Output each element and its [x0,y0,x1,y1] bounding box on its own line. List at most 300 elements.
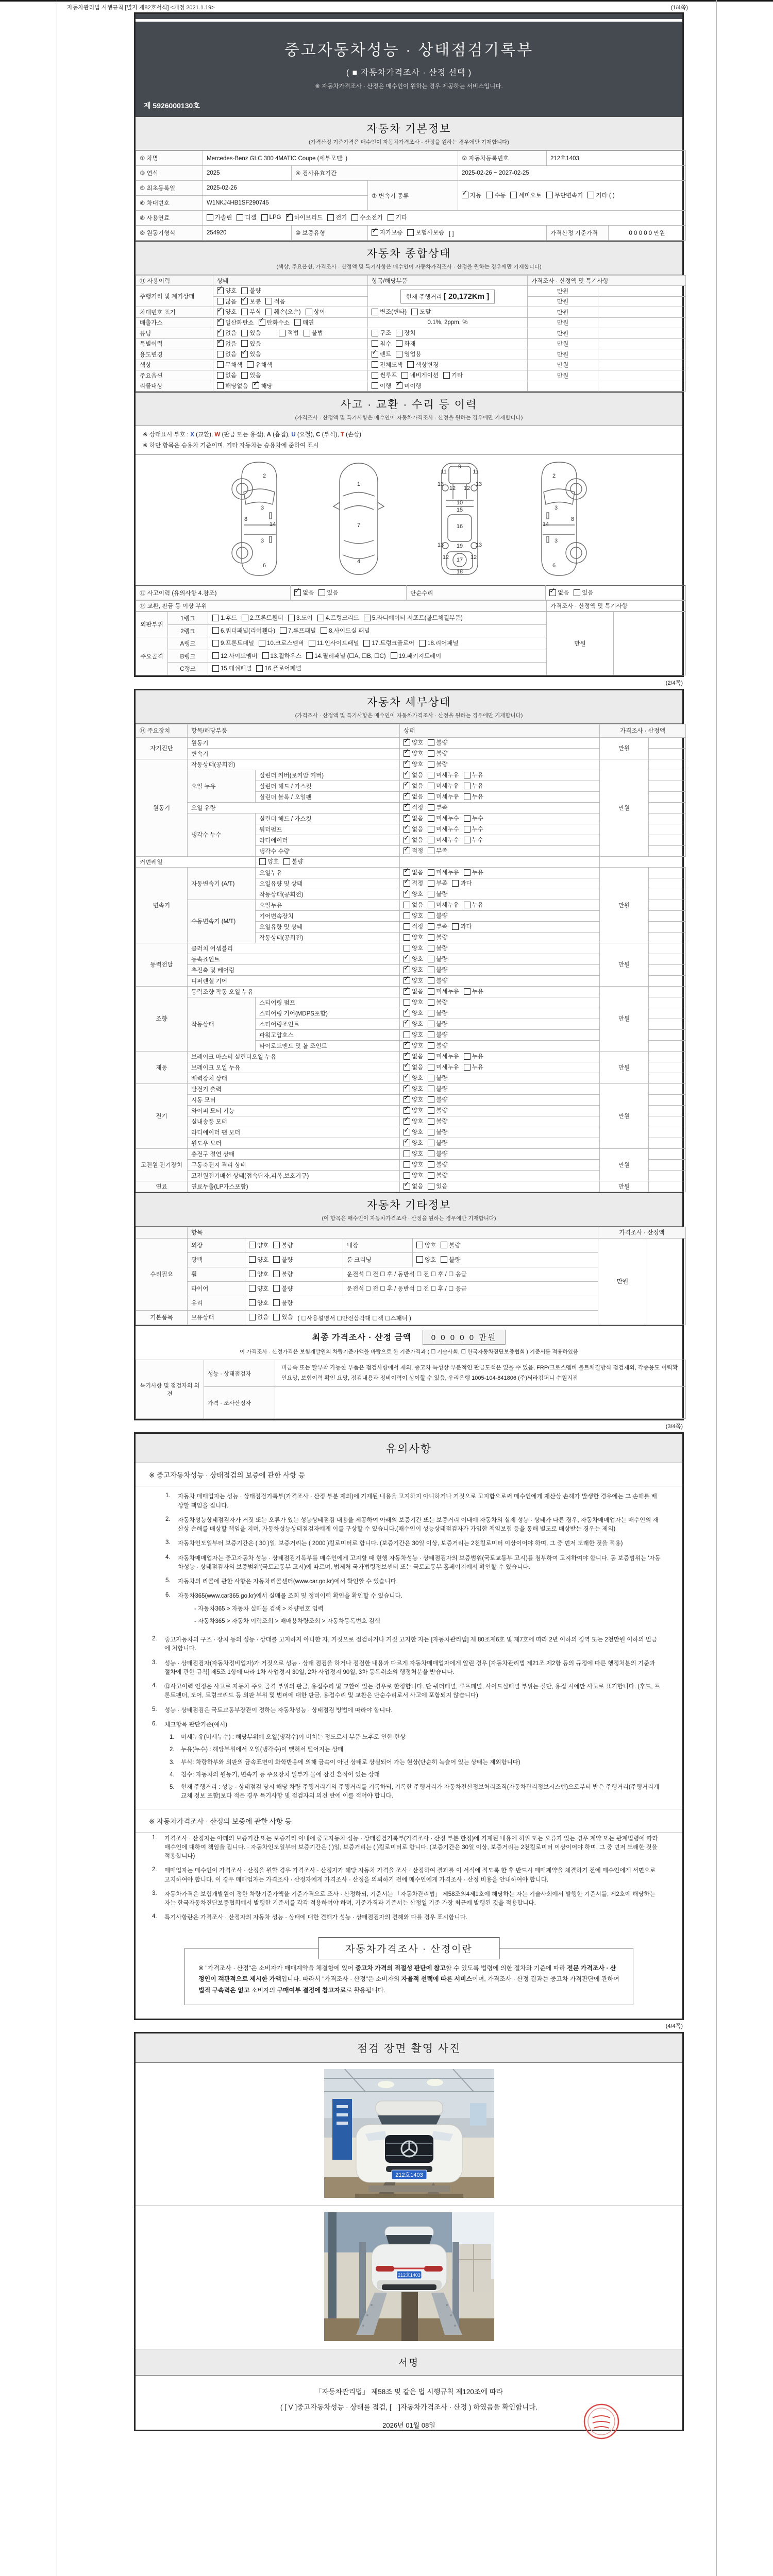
block-page1 [134,12,684,677]
page-number-3: (3/4쪽) [665,1423,683,1430]
checkbox-양호[interactable] [217,286,237,295]
item-label: 광택 [188,1252,245,1267]
checkbox-부족[interactable] [428,846,447,855]
checkbox-없음[interactable] [404,987,423,995]
checkbox-미이행[interactable] [396,382,421,390]
notice-item [165,1516,662,1534]
checkbox-불량[interactable] [273,1241,293,1249]
checkbox-양호[interactable] [217,308,237,316]
checkbox-적정[interactable] [404,922,423,930]
checkbox-양호[interactable] [404,1128,423,1136]
checkbox-양호[interactable] [404,911,423,920]
unchecked-checkbox-icon [261,214,268,221]
state-options [400,1138,600,1148]
checkbox-누유[interactable] [464,771,483,779]
checkbox-미세누수[interactable] [428,836,459,844]
checkbox-미세누수[interactable] [428,814,459,822]
checkbox-불량[interactable] [428,738,447,747]
unchecked-checkbox-icon [262,652,269,659]
overall-row [136,381,686,392]
checkbox-양호[interactable] [404,1074,423,1082]
checkbox-수동[interactable] [486,191,506,199]
checkbox-훼손(오손)[interactable] [265,308,300,316]
checkbox-수소전기[interactable] [351,213,382,222]
notice-header [136,1434,682,1463]
checkbox-없음[interactable] [217,329,237,337]
checkbox-적법[interactable] [279,329,298,337]
checkbox-label: 있음 [249,372,261,379]
checkbox-label: 적정 [412,924,424,930]
checkbox-불량[interactable] [428,911,447,920]
checkbox-양호[interactable] [404,1160,423,1168]
checkbox-불량[interactable] [441,1256,460,1264]
unchecked-checkbox-icon [464,772,470,778]
state-options [400,910,600,921]
state-options [400,954,600,964]
checkbox-불량[interactable] [428,1171,447,1179]
checked-checkbox-icon [294,589,301,596]
remarks-cell [400,856,600,867]
checkbox-양호[interactable] [404,1106,423,1114]
checkbox-양호[interactable] [416,1241,436,1249]
svg-text:3: 3 [554,505,558,512]
checkbox-일산화탄소[interactable] [217,318,254,327]
checkbox-누유[interactable] [464,792,483,801]
checkbox-양호[interactable] [404,760,423,768]
checkbox-없음[interactable] [404,836,423,844]
checkbox-적음[interactable] [265,297,285,306]
checkbox-양호[interactable] [404,1139,423,1147]
unchecked-checkbox-icon [259,858,266,865]
checkbox-적정[interactable] [404,879,423,887]
svg-text:11: 11 [472,469,479,476]
checkbox-구조[interactable] [372,329,391,337]
checkbox-불량[interactable] [428,760,447,768]
checkbox-불량[interactable] [428,749,447,757]
checkbox-없음[interactable] [217,340,237,348]
checkbox-미세누수[interactable] [428,825,459,833]
checkbox-과다[interactable] [452,922,472,930]
checkbox-없음[interactable] [404,1182,423,1190]
first-reg-label: ⑤ 최초등록일 [136,181,203,196]
checkbox-디젤[interactable] [237,213,256,222]
checkbox-보험사보증[interactable] [407,228,444,236]
checkbox-불량[interactable] [428,1020,447,1028]
checkbox-누수[interactable] [464,836,483,844]
unchecked-checkbox-icon [404,1150,410,1157]
checkbox-양호[interactable] [404,1030,423,1039]
checkbox-미세누유[interactable] [428,792,459,801]
remarks-cell [649,1159,686,1170]
state-options [400,1094,600,1105]
col-price: 가격조사 · 산정액 [598,1227,686,1238]
checkbox-1.후드[interactable] [212,614,237,622]
checkbox-불량[interactable] [428,1117,447,1125]
state-options [213,307,368,318]
checkbox-양호[interactable] [404,998,423,1006]
checkbox-label: 양호 [225,288,237,294]
checkbox-없음[interactable] [404,868,423,876]
checkbox-11.인사이드패널[interactable] [309,639,359,647]
checkbox-label: 탄화수소 [266,319,290,326]
unchecked-checkbox-icon [464,902,470,908]
device-group-label: 조향 [136,986,188,1051]
checkbox-침수[interactable] [372,340,391,348]
checkbox-label: 상이 [313,309,325,315]
checkbox-도말[interactable] [411,308,431,316]
checkbox-양호[interactable] [259,857,279,866]
checkbox-매연[interactable] [294,318,314,327]
checkbox-부족[interactable] [428,803,447,811]
checkbox-없음[interactable] [404,771,423,779]
checkbox-2.프론트휀더[interactable] [242,614,283,622]
rear-plate-text: 212호1403 [397,2272,421,2278]
checked-checkbox-icon [404,880,410,887]
checkbox-해당없음[interactable] [217,382,248,390]
checkbox-양호[interactable] [249,1270,268,1278]
checkbox-누수[interactable] [464,814,483,822]
checkbox-불량[interactable] [428,1084,447,1093]
checkbox-양호[interactable] [404,1009,423,1017]
checkbox-양호[interactable] [404,976,423,985]
checkbox-부족[interactable] [428,922,447,930]
remarks-cell [649,1083,686,1094]
unchecked-checkbox-icon [241,372,248,379]
checkbox-불량[interactable] [441,1241,460,1249]
checkbox-부식[interactable] [241,308,261,316]
svg-text:11: 11 [440,469,447,476]
checked-checkbox-icon [404,956,410,962]
checkbox-누유[interactable] [464,782,483,790]
checkbox-적정[interactable] [404,803,423,811]
checkbox-있음[interactable] [241,340,261,348]
notice-sub-text: 미세누유(미세누수) : 해당부위에 오일(냉각수)이 비치는 정도로서 부품 노후로 인한 현상 [181,1734,406,1741]
checkbox-불량[interactable] [283,857,303,866]
section-basic-title: 자동차 기본정보 [366,123,451,135]
item-label: 추진축 및 베어링 [188,964,400,975]
checkbox-색상변경[interactable] [407,361,438,369]
checkbox-불량[interactable] [428,1041,447,1049]
checkbox-label: 있음 [327,590,339,597]
checkbox-14.필러패널 (☐A, ☐B, ☐C)[interactable] [306,652,386,660]
checkbox-15.대쉬패널[interactable] [212,664,251,672]
checkbox-label: 불법 [311,330,323,336]
checkbox-16.플로어패널[interactable] [256,664,301,672]
checkbox-양호[interactable] [404,933,423,941]
item-label: 충전구 절연 상태 [188,1148,400,1159]
item-label: 등속죠인트 [188,954,400,964]
unchecked-checkbox-icon [279,330,285,336]
checkbox-불량[interactable] [428,965,447,974]
checkbox-보통[interactable] [241,297,261,306]
checkbox-누유[interactable] [464,1063,483,1071]
remarks-cell [649,1094,686,1105]
checkbox-썬루프[interactable] [372,371,397,379]
checkbox-불량[interactable] [428,998,447,1006]
checkbox-label: 화재 [404,341,416,347]
checkbox-양호[interactable] [249,1241,268,1249]
checkbox-미세누유[interactable] [428,1052,459,1060]
checkbox-양호[interactable] [404,965,423,974]
checkbox-없음[interactable] [404,782,423,790]
checkbox-미세누유[interactable] [428,987,459,995]
checkbox-렌트[interactable] [372,350,391,358]
checkbox-유채색[interactable] [247,361,272,369]
checkbox-3.도어[interactable] [288,614,313,622]
unchecked-checkbox-icon [428,826,434,833]
checkbox-없음[interactable] [404,1063,423,1071]
checkbox-불량[interactable] [428,890,447,898]
checkbox-누유[interactable] [464,868,483,876]
checkbox-19.패키지트레이[interactable] [391,652,442,660]
state-options-2 [413,1252,598,1267]
checkbox-label: 없음 [225,372,237,379]
remarks-cell [598,286,686,297]
checkbox-불량[interactable] [428,976,447,985]
notice-sub-item [183,1617,662,1626]
checkbox-적정[interactable] [404,846,423,855]
checkbox-17.트렁크플로어[interactable] [363,639,414,647]
checkbox-불량[interactable] [273,1256,293,1264]
checkbox-label: 양호 [412,935,424,941]
checkbox-기타 ( )[interactable] [587,191,614,199]
checkbox-양호[interactable] [404,944,423,952]
checkbox-불량[interactable] [428,944,447,952]
checkbox-불량[interactable] [273,1270,293,1278]
checkbox-양호[interactable] [249,1284,268,1293]
checkbox-미세누유[interactable] [428,1063,459,1071]
checkbox-양호[interactable] [404,1084,423,1093]
checkbox-있음[interactable] [318,588,338,597]
checkbox-LPG[interactable] [261,214,281,221]
checkbox-6.쿼더패널(리어휀다)[interactable] [212,626,275,635]
checkbox-9.프론트패널[interactable] [212,639,254,647]
unchecked-checkbox-icon [419,640,426,647]
checkbox-불량[interactable] [428,1128,447,1136]
checkbox-미세누유[interactable] [428,901,459,909]
checkbox-있음[interactable] [428,1182,447,1190]
checkbox-기타[interactable] [388,213,407,222]
checkbox-없음[interactable] [404,814,423,822]
unchecked-checkbox-icon [428,1150,434,1157]
checkbox-자동[interactable] [462,191,481,199]
checkbox-없음[interactable] [404,901,423,909]
checkbox-양호[interactable] [404,890,423,898]
unchecked-checkbox-icon [217,351,224,358]
checkbox-있음[interactable] [241,371,261,379]
checkbox-있음[interactable] [574,588,593,597]
checkbox-화재[interactable] [396,340,415,348]
unchecked-checkbox-icon [283,858,290,865]
other-group-label: 수리필요 [136,1238,188,1310]
checkbox-누유[interactable] [464,901,483,909]
checkbox-12.사이드멤버[interactable] [212,652,258,660]
checkbox-양호[interactable] [404,1095,423,1104]
checkbox-세미오토[interactable] [510,191,541,199]
item-label: 외장 [188,1238,245,1252]
checkbox-label: 없음 [257,1314,269,1321]
checkbox-기타[interactable] [443,371,463,379]
table-row [136,226,686,241]
section-detail-header [136,690,682,724]
svg-text:4: 4 [357,558,360,565]
table-row [136,586,686,600]
checkbox-불량[interactable] [273,1299,293,1307]
checkbox-영업용[interactable] [396,350,421,358]
checkbox-13.휠하우스[interactable] [262,652,301,660]
checkbox-가솔린[interactable] [207,213,232,222]
checkbox-없음[interactable] [404,1052,423,1060]
checkbox-없음[interactable] [249,1313,268,1321]
checkbox-불량[interactable] [428,933,447,941]
state-options [256,856,400,867]
checkbox-이행[interactable] [372,382,391,390]
remarks-cell [598,328,686,339]
detail-row [136,759,686,770]
unchecked-checkbox-icon [428,1183,434,1190]
checkbox-양호[interactable] [404,738,423,747]
page-meta [67,3,688,11]
checkbox-누유[interactable] [464,987,483,995]
checkbox-전체도색[interactable] [372,361,402,369]
inspector-remarks-text: 비금속 또는 탈부착 가능한 부품은 점검사항에서 제외, 중고차 특성상 부분적인 판금도색은 있을 수 있음, FRP/크로스멤버 볼트체결방식 점검제외, 각종용도 이력확인요망, 보험이력 확인 요망, 점검내용과 정비이력이 상이할 수 있음, 우리은행 1005-104-841806 (주)써라컴퍼니 수원지점 [275,1360,686,1387]
detail-row [136,1051,686,1062]
checkbox-10.크로스멤버[interactable] [259,639,304,647]
checkbox-불량[interactable] [428,1095,447,1104]
state-options [213,296,368,307]
checkbox-양호[interactable] [404,1117,423,1125]
checked-checkbox-icon [404,815,410,822]
unchecked-checkbox-icon [249,1314,256,1320]
unchecked-checkbox-icon [428,1140,434,1146]
checkbox-불량[interactable] [428,1139,447,1147]
checkbox-양호[interactable] [404,1149,423,1158]
checkbox-불량[interactable] [428,1030,447,1039]
unchecked-checkbox-icon [249,1299,256,1306]
checkbox-양호[interactable] [404,749,423,757]
checkbox-label: 불량 [249,288,261,294]
checkbox-누유[interactable] [464,1052,483,1060]
checkbox-불량[interactable] [428,955,447,963]
checkbox-label: 없음 [412,837,424,844]
checkbox-불량[interactable] [428,1149,447,1158]
remarks-cell [649,770,686,781]
checkbox-있음[interactable] [273,1313,293,1321]
checkbox-네비게이션[interactable] [401,371,439,379]
checked-checkbox-icon [372,229,378,236]
checkbox-5.라디에이터 서포트(볼트체결부품)[interactable] [364,614,463,622]
remarks-cell [598,349,686,360]
checkbox-미세누유[interactable] [428,771,459,779]
checkbox-label: 미세누유 [436,783,459,790]
checkbox-없음[interactable] [404,825,423,833]
checkbox-하이브리드[interactable] [286,213,323,222]
checkbox-상이[interactable] [306,308,325,316]
checkbox-변조(변타)[interactable] [372,308,407,316]
checkbox-누수[interactable] [464,825,483,833]
state-options [400,813,600,824]
checkbox-있음[interactable] [241,329,261,337]
checkbox-label: 있음 [249,341,261,347]
svg-text:12: 12 [442,554,449,561]
checkbox-label: 누유 [472,989,483,995]
checkbox-미세누유[interactable] [428,782,459,790]
state-options [213,381,368,392]
checkbox-label: 9.프론트패널 [221,640,255,647]
checkbox-불량[interactable] [241,286,261,295]
checkbox-불량[interactable] [428,1074,447,1082]
document-title: 중고자동차성능 · 상태점검기록부 [284,42,534,59]
checkbox-양호[interactable] [249,1256,268,1264]
remarks-cell [649,824,686,835]
checkbox-label: 부족 [436,805,448,811]
checkbox-불법[interactable] [304,329,323,337]
checkbox-없음[interactable] [404,792,423,801]
checkbox-불량[interactable] [428,1009,447,1017]
unchecked-checkbox-icon [428,1086,434,1092]
state-options [245,1281,343,1296]
unchecked-checkbox-icon [428,848,434,854]
unchecked-checkbox-icon [241,330,248,336]
state-options [400,1127,600,1138]
checkbox-양호[interactable] [404,955,423,963]
checkbox-양호[interactable] [249,1299,268,1307]
checkbox-불량[interactable] [273,1284,293,1293]
checkbox-8.사이드실 패널[interactable] [321,626,369,635]
checkbox-없음[interactable] [217,350,237,358]
checkbox-양호[interactable] [404,1020,423,1028]
checkbox-label: 많음 [225,298,237,305]
checkbox-자가보증[interactable] [372,228,402,236]
state-options [400,1148,600,1159]
checkbox-부족[interactable] [428,879,447,887]
checkbox-label: 불량 [436,1108,448,1114]
checkbox-18.리어패널[interactable] [419,639,458,647]
price-cell: 만원 [600,867,649,943]
car-damage-diagrams [136,455,682,585]
checkbox-불량[interactable] [428,1106,447,1114]
checkbox-미세누유[interactable] [428,868,459,876]
checkbox-탄화수소[interactable] [259,318,290,327]
checkbox-label: 양호 [412,891,424,898]
checkbox-없음[interactable] [294,588,314,597]
checkbox-label: 렌트 [380,351,392,358]
checkbox-해당[interactable] [253,382,272,390]
unchecked-checkbox-icon [411,309,418,315]
state-options [245,1252,343,1267]
checkbox-불량[interactable] [428,1160,447,1168]
unchecked-checkbox-icon [241,287,248,294]
checkbox-장치[interactable] [396,329,415,337]
checkbox-무단변속기[interactable] [546,191,583,199]
checkbox-없음[interactable] [549,588,569,597]
checkbox-많음[interactable] [217,297,237,306]
checkbox-무채색[interactable] [217,361,242,369]
state-options [400,737,600,748]
checkbox-7.루프패널[interactable] [280,626,316,635]
unchecked-checkbox-icon [372,340,378,347]
checkbox-양호[interactable] [416,1256,436,1264]
checkbox-양호[interactable] [404,1171,423,1179]
item-label: 라디에이터 [256,835,400,845]
checkbox-전기[interactable] [327,213,347,222]
checkbox-양호[interactable] [404,1041,423,1049]
svg-text:8: 8 [244,516,247,523]
checkbox-없음[interactable] [217,371,237,379]
checkbox-있음[interactable] [241,350,261,358]
checkbox-4.트렁크리드[interactable] [317,614,359,622]
checkbox-과다[interactable] [452,879,472,887]
